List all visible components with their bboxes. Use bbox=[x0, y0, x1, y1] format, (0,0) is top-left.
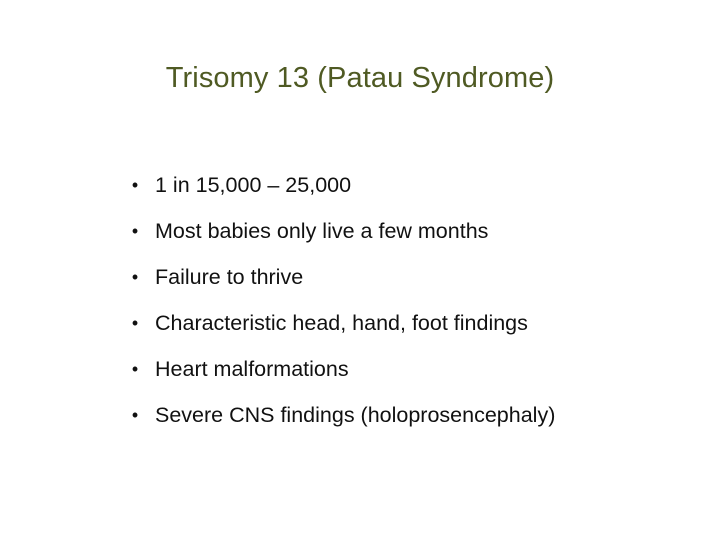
bullet-item bbox=[128, 346, 698, 392]
bullet-text: Most babies only live a few months bbox=[155, 219, 489, 243]
bullet-text: Severe CNS findings (holoprosencephaly) bbox=[155, 403, 556, 427]
bullet-icon: • bbox=[131, 267, 139, 287]
slide-title: Trisomy 13 (Patau Syndrome) bbox=[165, 62, 555, 94]
bullet-icon: • bbox=[131, 359, 139, 379]
bullet-icon: • bbox=[131, 405, 139, 425]
bullet-text: Failure to thrive bbox=[155, 265, 304, 289]
bullet-item bbox=[128, 254, 698, 300]
bullet-item bbox=[128, 162, 698, 208]
bullet-text: Characteristic head, hand, foot findings bbox=[155, 311, 528, 335]
bullet-item bbox=[128, 392, 698, 438]
bullet-icon: • bbox=[131, 175, 139, 195]
bullet-item bbox=[128, 300, 698, 346]
bullet-icon: • bbox=[131, 221, 139, 241]
bullet-list bbox=[128, 162, 698, 438]
bullet-text: 1 in 15,000 – 25,000 bbox=[155, 173, 352, 197]
bullet-icon: • bbox=[131, 313, 139, 333]
bullet-item bbox=[128, 208, 698, 254]
bullet-text: Heart malformations bbox=[155, 357, 349, 381]
